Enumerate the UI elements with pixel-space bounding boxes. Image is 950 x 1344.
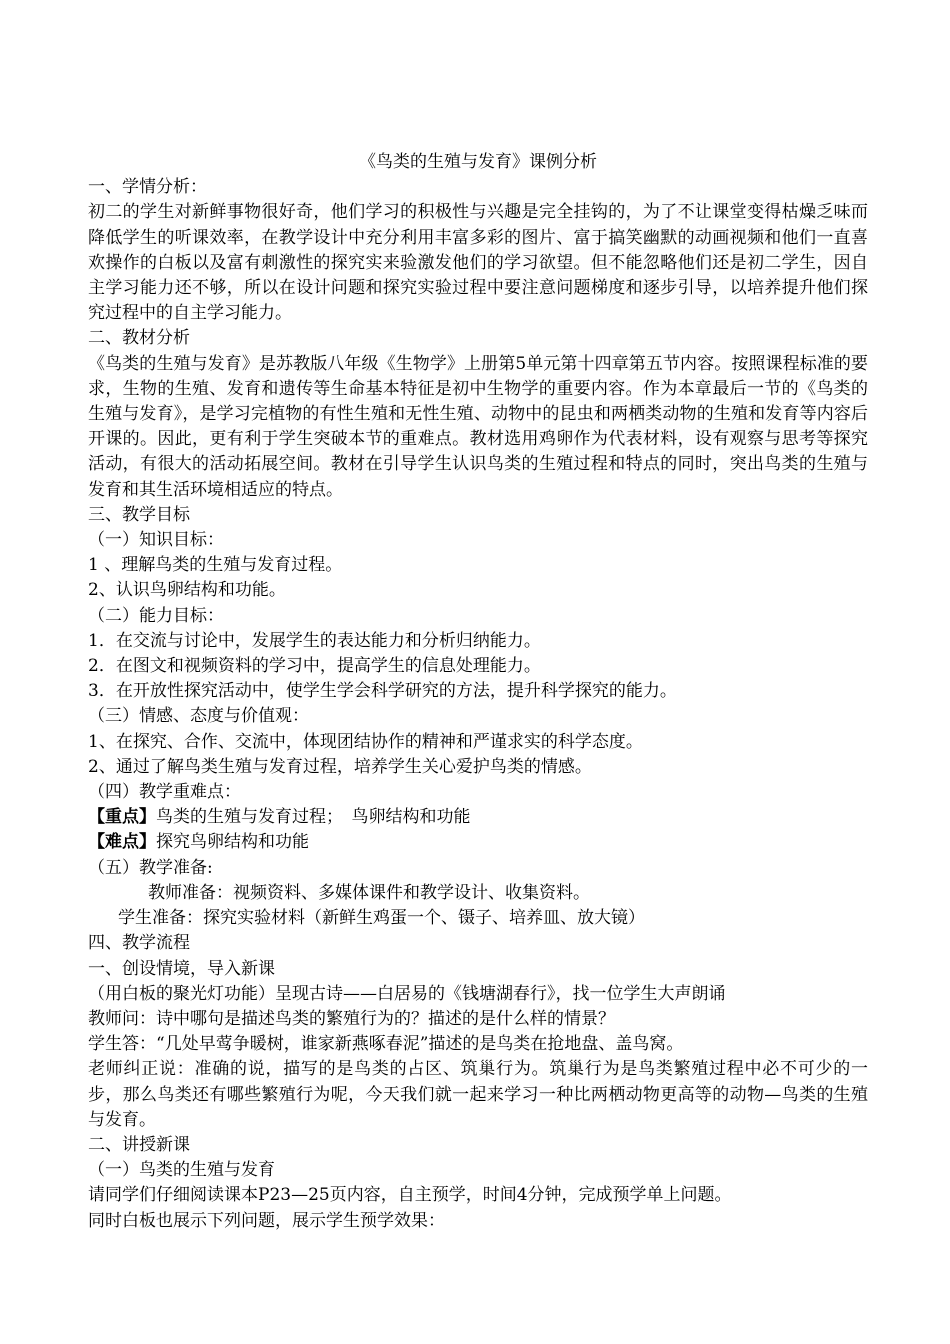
section-heading-student-analysis: 一、学情分析： <box>88 177 207 198</box>
textbook-analysis-paragraph: 《鸟类的生殖与发育》是苏教版八年级《生物学》上册第5单元第十四章第五节内容。按照课程标准的要求，生物的生殖、发育和遗传等生命基本特征是初中生物学的重要内容。作为本章最后一节的《鸟类的生殖与发育》，是学习完植物的有性生殖和无性生殖、动物中的昆虫和两栖类动物的生殖和发育等内容后开课的。因此，更有利于学生突破本节的重难点。教材选用鸡卵作为代表材料，设有观察与思考等探究活动，有很大的活动拓展空间。教材在引导学生认识鸟类的生殖过程和特点的同时，突出鸟类的生殖与发育和其生活环境相适应的特点。 <box>88 353 868 500</box>
subheading-preparation: （五）教学准备: <box>88 857 213 878</box>
document-title: 《鸟类的生殖与发育》课例分析 <box>359 152 597 172</box>
key-point-line <box>88 805 868 830</box>
flow-step-heading: 二、讲授新课 <box>88 1134 190 1155</box>
emotion-goal-item: 2、通过了解鸟类生殖与发育过程，培养学生关心爱护鸟类的情感。 <box>88 756 592 777</box>
ability-goal-item: 1．在交流与讨论中，发展学生的表达能力和分析归纳能力。 <box>88 630 541 651</box>
subheading-key-points: （四）教学重难点： <box>88 782 241 803</box>
flow-text-line: 教师问：诗中哪句是描述鸟类的繁殖行为的？描述的是什么样的情景？ <box>88 1008 615 1029</box>
subheading-emotion-goals: （三）情感、态度与价值观： <box>88 706 309 727</box>
subheading-knowledge-goals: （一）知识目标： <box>88 530 224 551</box>
section-heading-teaching-goals: 三、教学目标 <box>88 504 190 525</box>
flow-text-line: 同时白板也展示下列问题，展示学生预学效果： <box>88 1210 445 1231</box>
flow-text-paragraph: 老师纠正说：准确的说，描写的是鸟类的占区、筑巢行为。筑巢行为是鸟类繁殖过程中必不可少的一步，那么鸟类还有哪些繁殖行为呢，今天我们就一起来学习一种比两栖动物更高等的动物—鸟类的生殖与发育。 <box>88 1059 868 1130</box>
flow-text-line: 学生答：“几处早莺争暖树，谁家新燕啄春泥”描述的是鸟类在抢地盘、盖鸟窝。 <box>88 1034 684 1055</box>
flow-subheading: （一）鸟类的生殖与发育 <box>88 1160 275 1181</box>
knowledge-goal-item: 1 、理解鸟类的生殖与发育过程。 <box>88 555 343 576</box>
knowledge-goal-item: 2、认识鸟卵结构和功能。 <box>88 580 286 601</box>
section-heading-teaching-flow: 四、教学流程 <box>88 933 190 954</box>
difficult-point-text: 探究鸟卵结构和功能 <box>156 832 309 853</box>
flow-text-line: 请同学们仔细阅读课本P23—25页内容，自主预学，时间4分钟，完成预学单上问题。 <box>88 1185 732 1206</box>
flow-step-heading: 一、创设情境，导入新课 <box>88 958 275 979</box>
subheading-ability-goals: （二）能力目标： <box>88 605 224 626</box>
emotion-goal-item: 1、在探究、合作、交流中，体现团结协作的精神和严谨求实的科学态度。 <box>88 731 643 752</box>
teacher-preparation: 教师准备：视频资料、多媒体课件和教学设计、收集资料。 <box>148 882 590 903</box>
key-point-label: 【重点】 <box>88 807 156 828</box>
flow-text-line: （用白板的聚光灯功能）呈现古诗——白居易的《钱塘湖春行》，找一位学生大声朗诵 <box>88 983 726 1004</box>
document-page <box>88 150 868 1234</box>
key-point-text: 鸟类的生殖与发育过程； 鸟卵结构和功能 <box>156 807 471 828</box>
ability-goal-item: 2．在图文和视频资料的学习中，提高学生的信息处理能力。 <box>88 656 541 677</box>
student-analysis-paragraph: 初二的学生对新鲜事物很好奇，他们学习的积极性与兴趣是完全挂钩的，为了不让课堂变得枯燥乏味而降低学生的听课效率，在教学设计中充分利用丰富多彩的图片、富于搞笑幽默的动画视频和他们一直喜欢操作的白板以及富有刺激性的探究实来验激发他们的学习欲望。但不能忽略他们还是初二学生，因自主学习能力还不够，所以在设计问题和探究实验过程中要注意问题梯度和逐步引导，以培养提升他们探究过程中的自主学习能力。 <box>88 202 868 324</box>
difficult-point-label: 【难点】 <box>88 832 156 853</box>
ability-goal-item: 3．在开放性探究活动中，使学生学会科学研究的方法，提升科学探究的能力。 <box>88 681 677 702</box>
student-preparation: 学生准备：探究实验材料（新鲜生鸡蛋一个、镊子、培养皿、放大镜） <box>118 908 645 929</box>
difficult-point-line <box>88 830 868 855</box>
section-heading-textbook-analysis: 二、教材分析 <box>88 328 190 349</box>
